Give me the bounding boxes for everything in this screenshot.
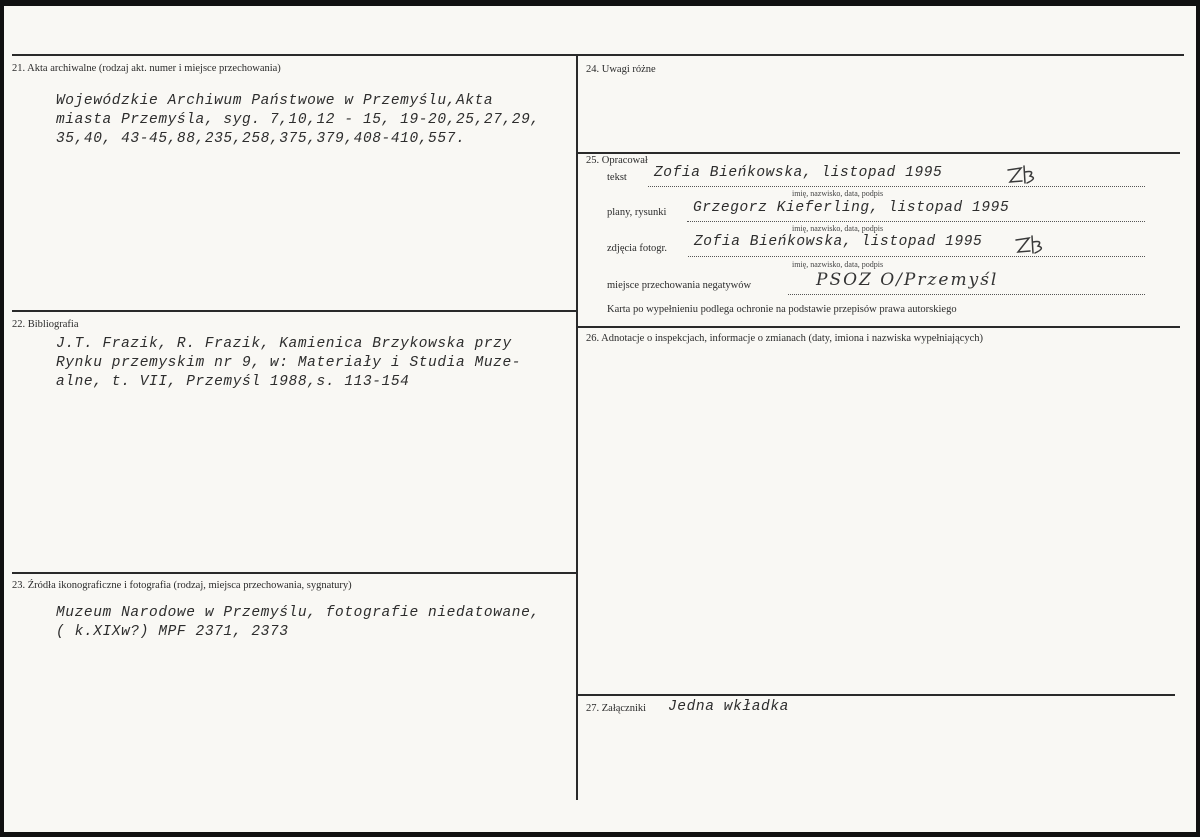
section-21-label: 21. Akta archiwalne (rodzaj akt. numer i miejsce przechowania) xyxy=(12,63,281,74)
rule-right-25 xyxy=(577,152,1180,154)
section-21-line-3: 35,40, 43-45,88,235,258,375,379,408-410,557. xyxy=(56,131,466,147)
rule-left-22 xyxy=(12,310,577,312)
rule-right-26 xyxy=(577,326,1180,328)
section-24-label: 24. Uwagi różne xyxy=(586,64,656,75)
tekst-value: Zofia Bieńkowska, listopad 1995 xyxy=(654,165,943,181)
section-22-label: 22. Bibliografia xyxy=(12,319,79,330)
miejsce-label: miejsce przechowania negatywów xyxy=(607,280,752,291)
rule-left-23 xyxy=(12,572,577,574)
section-23-line-2: ( k.XIXw?) MPF 2371, 2373 xyxy=(56,624,289,640)
section-27-label: 27. Załączniki xyxy=(586,703,647,714)
zdjecia-hint: imię, nazwisko, data, podpis xyxy=(792,260,884,269)
miejsce-value: PSOZ O/Przemyśl xyxy=(816,270,999,290)
initials-signature-2 xyxy=(1012,232,1052,258)
plany-dotline xyxy=(687,221,1145,222)
tekst-dotline xyxy=(648,186,1145,187)
tekst-label: tekst xyxy=(607,172,627,183)
section-23-line-1: Muzeum Narodowe w Przemyślu, fotografie niedatowane, xyxy=(56,605,540,621)
section-27-value: Jedna wkładka xyxy=(668,699,789,715)
tekst-hint: imię, nazwisko, data, podpis xyxy=(792,189,884,198)
zdjecia-value: Zofia Bieńkowska, listopad 1995 xyxy=(694,234,983,250)
section-21-line-2: miasta Przemyśla, syg. 7,10,12 - 15, 19-20,25,27,29, xyxy=(56,112,540,128)
section-21-line-1: Wojewódzkie Archiwum Państwowe w Przemyślu,Akta xyxy=(56,93,494,109)
center-divider xyxy=(576,55,578,800)
initials-signature-1 xyxy=(1004,162,1044,188)
plany-label: plany, rysunki xyxy=(607,207,667,218)
section-26-label: 26. Adnotacje o inspekcjach, informacje o zmianach (daty, imiona i nazwiska wypełniających) xyxy=(586,333,984,344)
section-22-line-1: J.T. Frazik, R. Frazik, Kamienica Brzykowska przy xyxy=(56,336,512,352)
zdjecia-label: zdjęcia fotogr. xyxy=(607,243,668,254)
miejsce-dotline xyxy=(788,294,1145,295)
plany-value: Grzegorz Kieferling, listopad 1995 xyxy=(693,200,1010,216)
plany-hint: imię, nazwisko, data, podpis xyxy=(792,224,884,233)
section-25-label: 25. Opracował xyxy=(586,155,648,166)
copyright-notice: Karta po wypełnieniu podlega ochronie na podstawie przepisów prawa autorskiego xyxy=(607,304,957,315)
section-23-label: 23. Źródła ikonograficzne i fotografia (rodzaj, miejsca przechowania, sygnatury) xyxy=(12,580,352,591)
zdjecia-dotline xyxy=(688,256,1145,257)
section-22-line-2: Rynku przemyskim nr 9, w: Materiały i Studia Muze- xyxy=(56,355,522,371)
top-rule xyxy=(12,54,1184,56)
section-22-line-3: alne, t. VII, Przemyśl 1988,s. 113-154 xyxy=(56,374,410,390)
rule-right-27 xyxy=(577,694,1175,696)
record-card xyxy=(4,6,1196,832)
